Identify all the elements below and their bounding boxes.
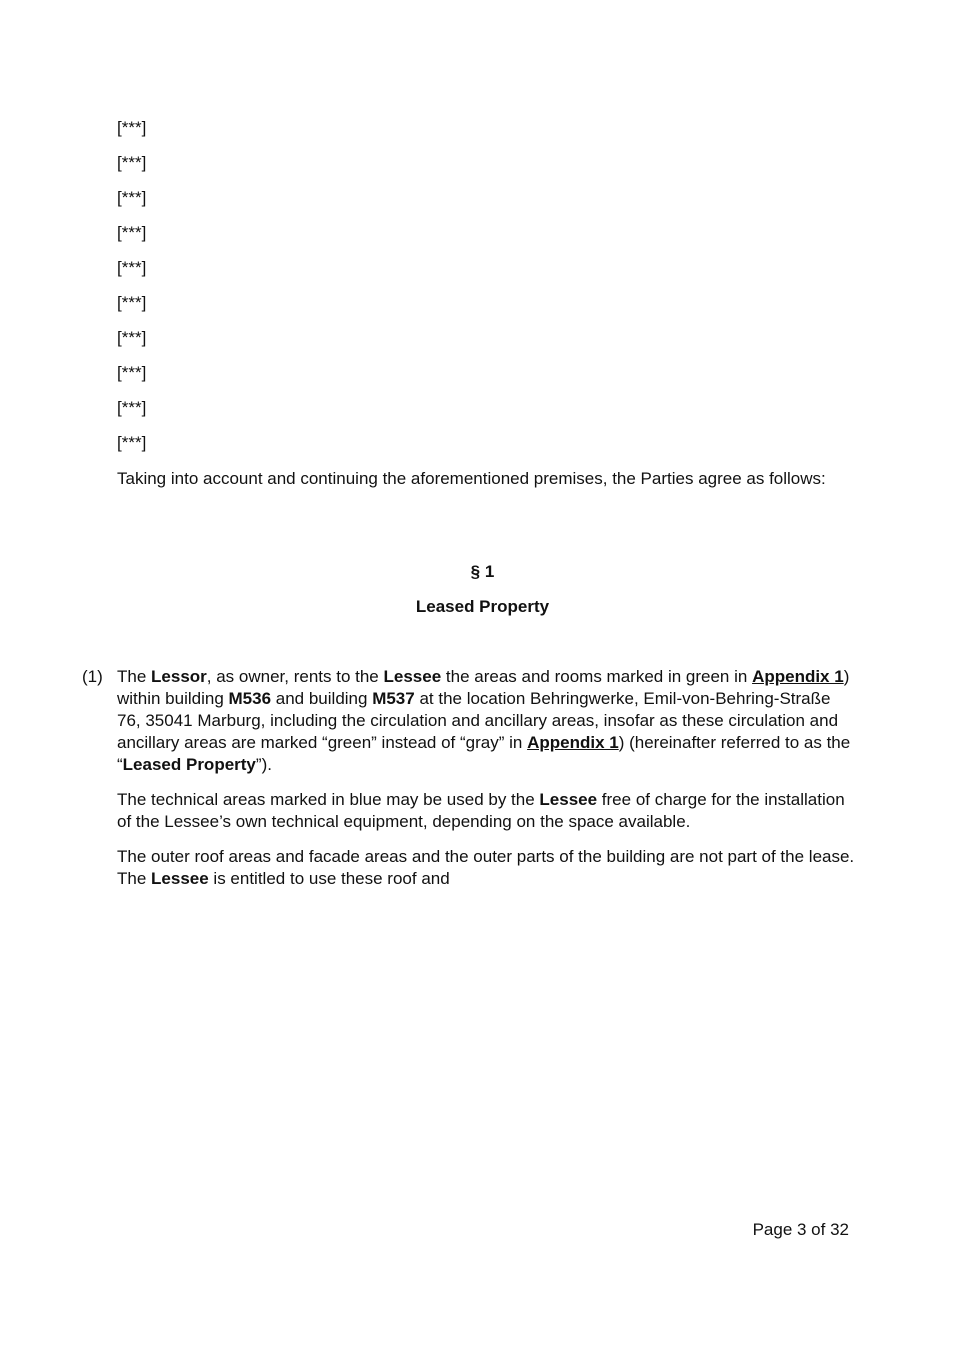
technical-areas-paragraph: The technical areas marked in blue may be used by the Lessee free of charge for the installation of the Lessee’s own technical equipment, depending on the space available. [117, 790, 845, 831]
redacted-line: [***] [117, 363, 147, 382]
clause-number: (1) [82, 667, 103, 686]
term-lessee: Lessee [151, 869, 209, 888]
clause-1-paragraph: The Lessor, as owner, rents to the Lessee the areas and rooms marked in green in Appendix 1) within building M536 and building M537 at the location Behringwerke, Emil-von-Behring-Straße 76, 35041 Marburg, including the circulation and ancillary areas, insofar as these circulation and ancillary areas are marked “green” instead of “gray” in Appendix 1) (hereinafter referred to as the “Leased Property”). [117, 667, 851, 774]
section-number: § 1 [470, 562, 495, 581]
term-leased-property: Leased Property [122, 755, 256, 774]
redacted-line: [***] [117, 328, 147, 347]
building-m536: M536 [228, 689, 272, 708]
appendix-1-link[interactable]: Appendix 1 [527, 733, 619, 752]
roof-areas-paragraph: The outer roof areas and facade areas and the outer parts of the building are not part of the lease. The Lessee is entitled to use these roof and [117, 847, 855, 888]
term-lessee: Lessee [539, 790, 598, 809]
intro-paragraph: Taking into account and continuing the aforementioned premises, the Parties agree as follows: [117, 469, 826, 488]
redacted-line: [***] [117, 188, 147, 207]
term-lessor: Lessor [151, 667, 207, 686]
section-title: Leased Property [415, 597, 550, 616]
redacted-line: [***] [117, 223, 147, 242]
redacted-line: [***] [117, 293, 147, 312]
appendix-1-link[interactable]: Appendix 1 [752, 667, 844, 686]
redacted-line: [***] [117, 118, 147, 137]
building-m537: M537 [372, 689, 415, 708]
redacted-line: [***] [117, 258, 147, 277]
redacted-line: [***] [117, 433, 147, 452]
redacted-line: [***] [117, 398, 147, 417]
redacted-line: [***] [117, 153, 147, 172]
page-number: Page 3 of 32 [752, 1220, 849, 1239]
term-lessee: Lessee [383, 667, 442, 686]
